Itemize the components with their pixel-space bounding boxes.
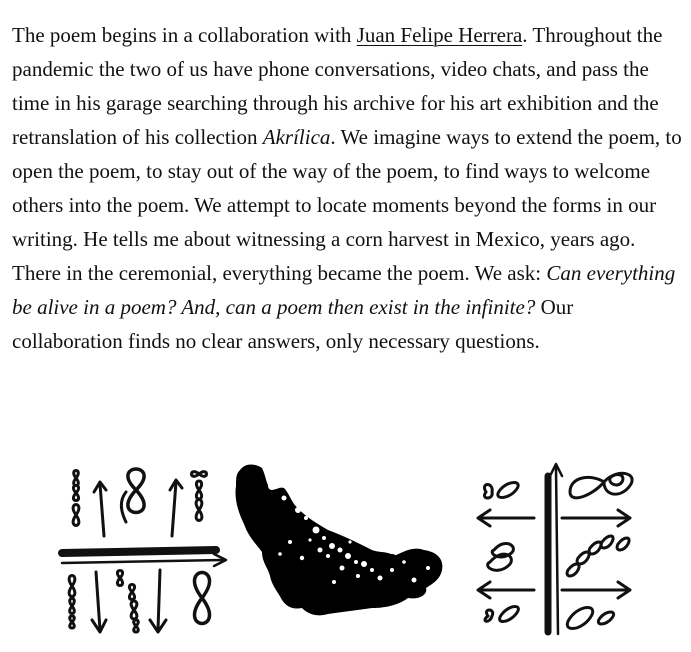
infinity-arrows-drawing-left bbox=[54, 460, 230, 635]
essay-text-intro: The poem begins in a collaboration with bbox=[12, 23, 357, 47]
infinity-pair-top-left bbox=[484, 483, 518, 499]
right-arrow-1 bbox=[562, 510, 630, 526]
ink-blot-drawing bbox=[232, 458, 444, 618]
infinity-cluster-top-right bbox=[192, 472, 207, 521]
drawings-row bbox=[0, 450, 691, 640]
down-arrow-1 bbox=[92, 572, 106, 632]
ink-blot-shape bbox=[235, 465, 442, 616]
infinity-pair-bottom-right bbox=[567, 608, 613, 629]
essay-text-conclusion: Our collaboration finds no clear answers, only necessary questions. bbox=[12, 295, 574, 353]
essay-paragraph bbox=[12, 18, 686, 358]
up-arrow-2 bbox=[170, 480, 182, 536]
vertical-divider-arrow bbox=[548, 464, 562, 634]
infinity-pair-mid-left bbox=[488, 543, 514, 570]
left-arrow-2 bbox=[478, 582, 534, 598]
right-arrow-2 bbox=[562, 582, 630, 598]
essay-text-pandemic: . Throughout the pandemic the two of us have phone conversations, video chats, and pass the time in his garage searching through his archive for his art exhibition and the retranslation of his collection bbox=[12, 23, 663, 149]
left-arrow-1 bbox=[478, 510, 534, 526]
infinity-cluster-bottom-left bbox=[69, 576, 75, 629]
ink-blot-dot bbox=[386, 554, 398, 566]
down-arrow-2 bbox=[150, 570, 166, 632]
horizontal-divider-arrow bbox=[62, 550, 226, 566]
infinity-pair-bottom-left bbox=[485, 607, 518, 622]
infinity-large-top-right bbox=[570, 473, 632, 498]
infinity-large-bottom bbox=[194, 573, 209, 624]
infinity-cluster-top bbox=[73, 471, 79, 526]
infinity-chain-mid-right bbox=[567, 536, 629, 576]
up-arrow-1 bbox=[94, 482, 106, 536]
infinity-large-top bbox=[121, 469, 144, 522]
infinity-arrows-drawing-right bbox=[472, 458, 648, 638]
essay-text-imagine: . We imagine ways to extend the poem, to open the poem, to stay out of the way of the poem, to find ways to welcome others into the poem. We attempt to locate moments beyond the forms in our writing. He tells me about witnessing a corn harvest in Mexico, years ago. There in the ceremonial, everything became the poem. We ask: bbox=[12, 125, 682, 285]
essay-question: Can everything be alive in a poem? And, can a poem then exist in the infinite? bbox=[12, 261, 676, 319]
infinity-cluster-bottom-mid bbox=[117, 571, 138, 633]
book-title-akrilica: Akrílica bbox=[262, 125, 331, 149]
juan-felipe-herrera-link[interactable]: Juan Felipe Herrera bbox=[356, 23, 523, 47]
